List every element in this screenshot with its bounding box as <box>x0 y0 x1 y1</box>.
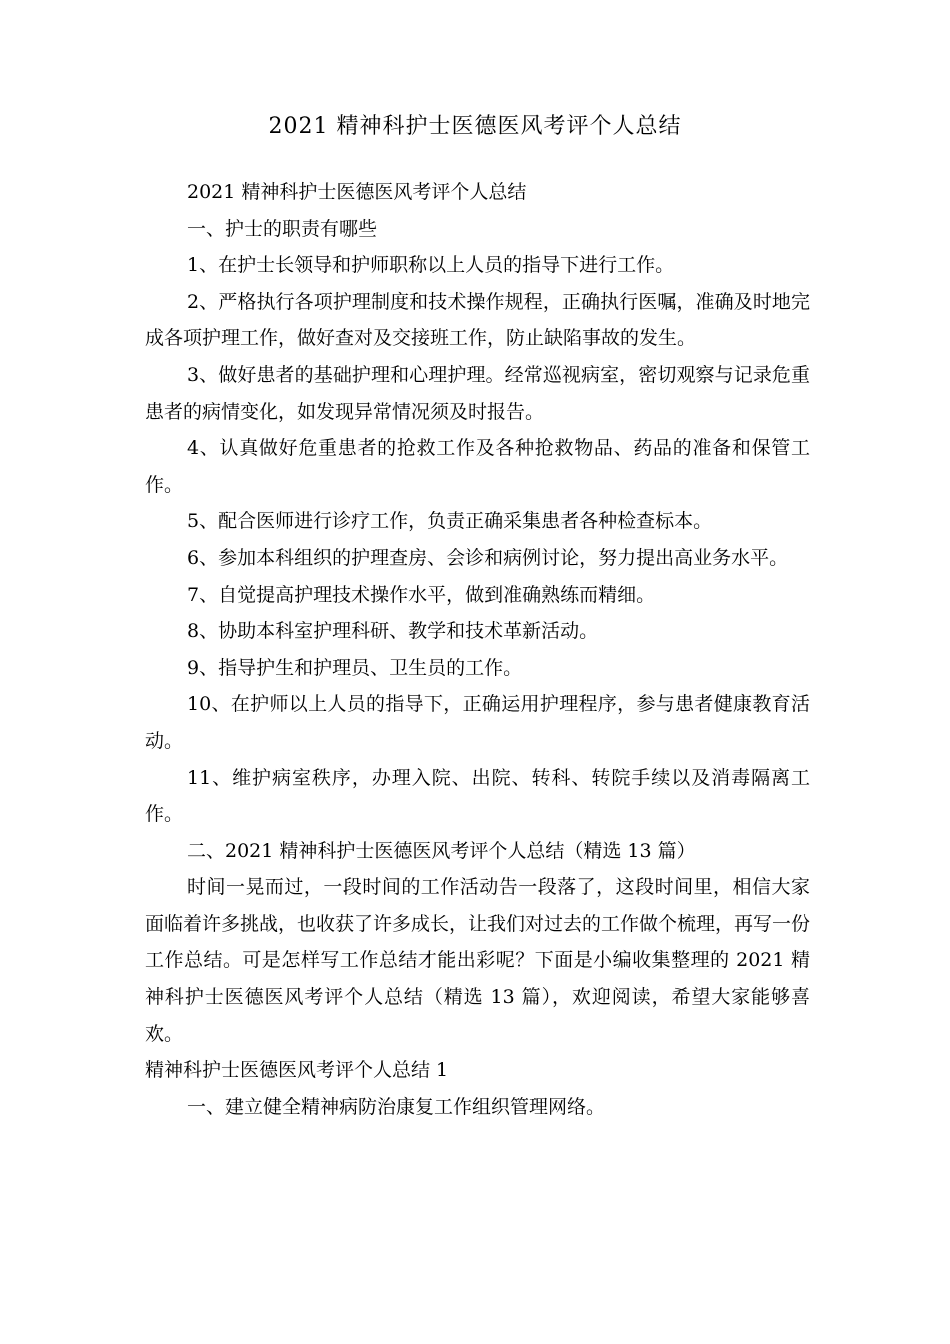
intro-paragraph: 时间一晃而过，一段时间的工作活动告一段落了，这段时间里，相信大家面临着许多挑战，也收获了许多成长，让我们对过去的工作做个梳理，再写一份工作总结。可是怎样写工作总结才能出彩呢？下面是小编收集整理的 2021 精神科护士医德医风考评个人总结（精选 13 篇），欢迎阅读，希望大家能够喜欢。 <box>145 876 811 1045</box>
section-heading-summary: 二、2021 精神科护士医德医风考评个人总结（精选 13 篇） <box>187 839 696 862</box>
duty-item-4: 4、认真做好危重患者的抢救工作及各种抢救物品、药品的准备和保管工作。 <box>145 437 810 496</box>
duty-item-11: 11、维护病室秩序，办理入院、出院、转科、转院手续以及消毒隔离工作。 <box>145 766 810 826</box>
duty-item-3: 3、做好患者的基础护理和心理护理。经常巡视病室，密切观察与记录危重患者的病情变化，如发现异常情况须及时报告。 <box>145 363 810 423</box>
duty-item-1: 1、在护士长领导和护师职称以上人员的指导下进行工作。 <box>187 254 675 277</box>
article-paragraph-1: 一、建立健全精神病防治康复工作组织管理网络。 <box>187 1095 606 1118</box>
duty-item-6: 6、参加本科组织的护理查房、会诊和病例讨论，努力提出高业务水平。 <box>187 546 789 569</box>
duty-item-8: 8、协助本科室护理科研、教学和技术革新活动。 <box>187 620 599 643</box>
duty-item-10: 10、在护师以上人员的指导下，正确运用护理程序，参与患者健康教育活动。 <box>145 693 810 752</box>
duty-item-9: 9、指导护生和护理员、卫生员的工作。 <box>187 656 523 679</box>
duty-item-5: 5、配合医师进行诊疗工作，负责正确采集患者各种检查标本。 <box>187 510 713 533</box>
document-title: 2021 精神科护士医德医风考评个人总结 <box>268 114 682 139</box>
duty-item-2: 2、严格执行各项护理制度和技术操作规程，正确执行医嘱，准确及时地完成各项护理工作，做好查对及交接班工作，防止缺陷事故的发生。 <box>145 290 810 350</box>
document-body <box>145 174 810 1125</box>
duty-item-7: 7、自觉提高护理技术操作水平，做到准确熟练而精细。 <box>187 583 656 606</box>
article-heading-1: 精神科护士医德医风考评个人总结 1 <box>145 1059 449 1082</box>
section-heading-duties: 一、护士的职责有哪些 <box>187 217 378 240</box>
paragraph-subtitle: 2021 精神科护士医德医风考评个人总结 <box>187 181 527 203</box>
